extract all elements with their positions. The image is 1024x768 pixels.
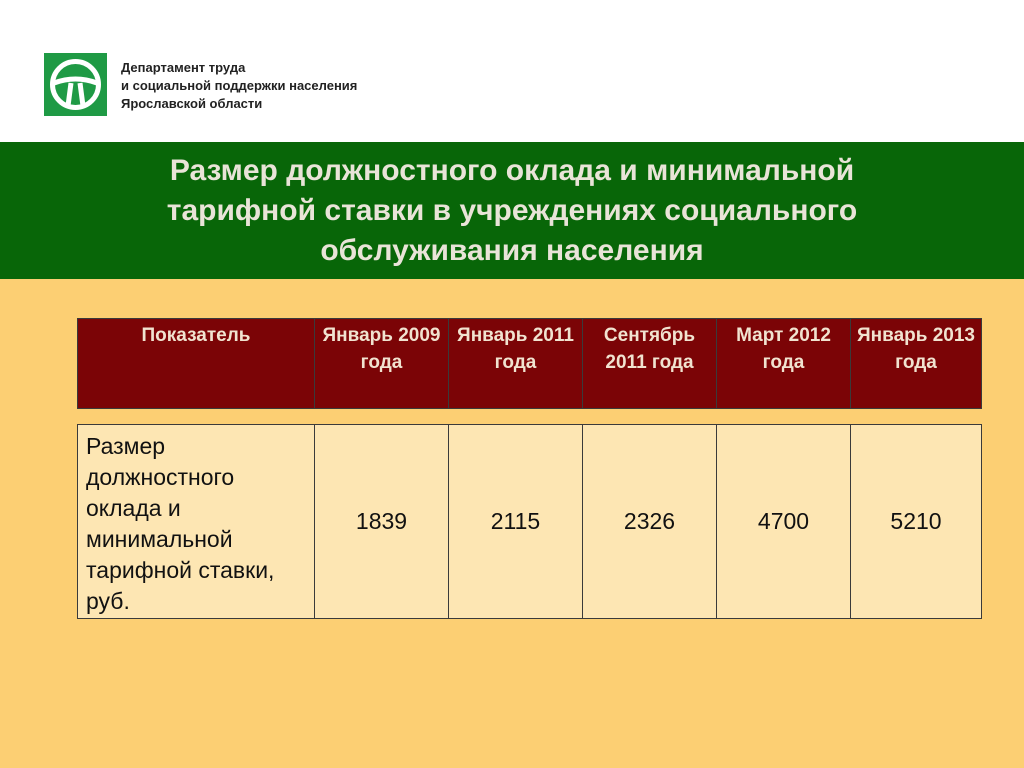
title-banner xyxy=(0,142,1024,279)
title-line-2: тарифной ставки в учреждениях социального xyxy=(166,193,858,227)
value-sep-2011: 2326 xyxy=(583,425,717,619)
organization-name xyxy=(121,59,357,113)
steering-wheel-logo-icon xyxy=(44,53,107,116)
value-jan-2009: 1839 xyxy=(315,425,449,619)
title-line-1: Размер должностного оклада и минимальной xyxy=(169,153,855,187)
table-body xyxy=(77,424,982,619)
header xyxy=(0,0,1024,142)
table-header xyxy=(77,318,982,409)
org-line-1: Департамент труда xyxy=(121,60,246,75)
column-header-jan-2013: Январь 2013 года xyxy=(851,319,982,409)
org-line-3: Ярославской области xyxy=(121,96,263,111)
value-jan-2013: 5210 xyxy=(851,425,982,619)
value-mar-2012: 4700 xyxy=(717,425,851,619)
header-row xyxy=(78,319,982,409)
title-line-3: обслуживания населения xyxy=(320,233,704,267)
column-header-indicator: Показатель xyxy=(78,319,315,409)
row-label: Размер должностного оклада и минимальной тарифной ставки, руб. xyxy=(78,425,315,619)
column-header-mar-2012: Март 2012 года xyxy=(717,319,851,409)
table-row xyxy=(78,425,982,619)
column-header-jan-2011: Январь 2011 года xyxy=(449,319,583,409)
value-jan-2011: 2115 xyxy=(449,425,583,619)
column-header-jan-2009: Январь 2009 года xyxy=(315,319,449,409)
column-header-sep-2011: Сентябрь 2011 года xyxy=(583,319,717,409)
org-line-2: и социальной поддержки населения xyxy=(121,78,358,93)
page-title xyxy=(62,151,962,271)
